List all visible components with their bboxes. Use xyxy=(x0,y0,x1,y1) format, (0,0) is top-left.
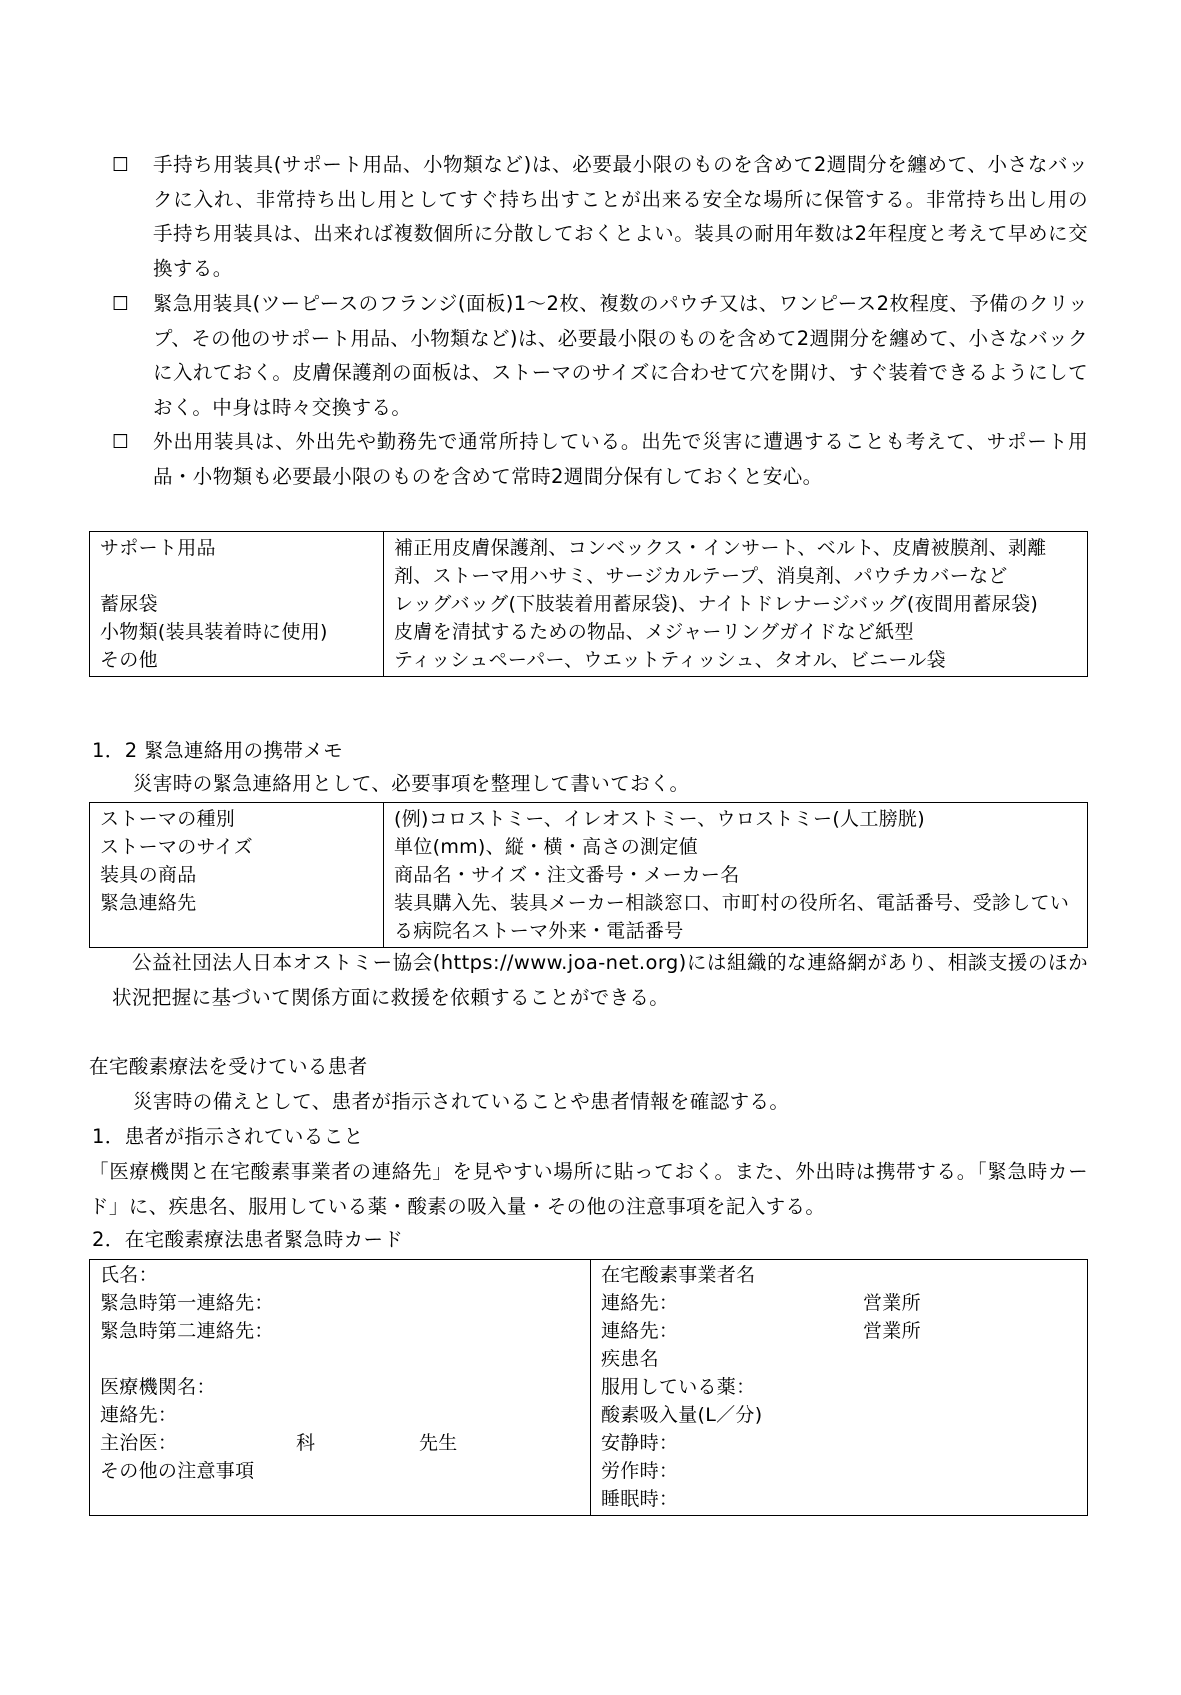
oxygen-section-title: 在宅酸素療法を受けている患者 xyxy=(89,1055,368,1078)
table-cell-label: 小物類(装具装着時に使用) xyxy=(90,618,384,646)
card-contact-a-field: 連絡先： xyxy=(601,1292,679,1314)
card-name-field: 氏名： xyxy=(100,1264,158,1286)
checklist-item-outing: 外出用装具は、外出先や勤務先で通常所持している。出先で災害に遭遇することも考えて、サポート用品・小物類も必要最小限のものを含めて常時2週間分保有しておくと安心。 xyxy=(153,430,1088,488)
item1-text: 「医療機関と在宅酸素事業者の連絡先」を見やすい場所に貼っておく。また、外出時は携帯する。「緊急時カード」に、疾患名、服用している薬・酸素の吸入量・その他の注意事項を記入する。 xyxy=(89,1160,1088,1218)
card-doctor-field: 主治医： xyxy=(100,1432,178,1454)
card-office-b-label: 営業所 xyxy=(863,1320,921,1342)
table-row xyxy=(90,646,1088,677)
oxygen-section-intro: 災害時の備えとして、患者が指示されていることや患者情報を確認する。 xyxy=(133,1090,790,1113)
card-sensei-label: 先生 xyxy=(419,1432,458,1454)
table-cell-value: 補正用皮膚保護剤、コンベックス・インサート、ベルト、皮膚被膜剤、剥離剤、ストーマ用ハサミ、サージカルテープ、消臭剤、パウチカバーなど xyxy=(394,537,1047,587)
checkbox-icon[interactable]: ☐ xyxy=(112,431,130,453)
emergency-card xyxy=(89,1259,1088,1516)
card-doctor-row xyxy=(100,1429,590,1457)
table-row xyxy=(90,861,1088,889)
table-cell-label: 緊急連絡先 xyxy=(90,889,384,948)
table-row xyxy=(90,833,1088,861)
card-institution-field: 医療機関名： xyxy=(100,1376,216,1398)
table-row xyxy=(90,532,1088,591)
card-contact-a-row xyxy=(601,1289,1087,1317)
card-left xyxy=(90,1260,591,1516)
checklist-item-handheld: 手持ち用装具(サポート用品、小物類など)は、必要最小限のものを含めて2週間分を纏めて、小さなバックに入れ、非常持ち出し用としてすぐ持ち出すことが出来る安全な場所に保管する。非常持ち出し用の手持ち用装具は、出来れば複数個所に分散しておくとよい。装具の耐用年数は2年程度と考えて早めに交換する。 xyxy=(153,153,1088,280)
card-contact2-field: 緊急時第二連絡先： xyxy=(100,1320,274,1342)
table-cell-value: 皮膚を清拭するための物品、メジャーリングガイドなど紙型 xyxy=(394,621,914,643)
card-contact1-field: 緊急時第一連絡先： xyxy=(100,1292,274,1314)
item1-heading: 1．患者が指示されていること xyxy=(92,1125,364,1148)
table-row xyxy=(90,803,1088,834)
table-cell-label: 装具の商品 xyxy=(90,861,384,889)
table-row xyxy=(90,590,1088,618)
card-meds-field: 服用している薬： xyxy=(601,1376,756,1398)
checkbox-icon[interactable]: ☐ xyxy=(112,293,130,315)
card-phone-field: 連絡先： xyxy=(100,1404,178,1426)
table-cell-value: ティッシュペーパー、ウエットティッシュ、タオル、ビニール袋 xyxy=(394,649,946,671)
table-cell-label: ストーマの種別 xyxy=(90,803,384,834)
card-contact-b-row xyxy=(601,1317,1087,1345)
card-sleep-field: 睡眠時： xyxy=(601,1488,679,1510)
supplies-table xyxy=(89,531,1088,677)
card-exertion-field: 労作時： xyxy=(601,1460,679,1482)
card-contact-b-field: 連絡先： xyxy=(601,1320,679,1342)
card-rest-field: 安静時： xyxy=(601,1432,679,1454)
table-cell-label: その他 xyxy=(90,646,384,677)
item2-heading: 2．在宅酸素療法患者緊急時カード xyxy=(92,1228,404,1251)
card-notes-field: その他の注意事項 xyxy=(100,1460,255,1482)
section-intro: 災害時の緊急連絡用として、必要事項を整理して書いておく。 xyxy=(133,772,690,795)
table-cell-value: 商品名・サイズ・注文番号・メーカー名 xyxy=(394,864,740,886)
table-cell-value: 単位(mm)、縦・横・高さの測定値 xyxy=(394,836,698,858)
card-office-a-label: 営業所 xyxy=(863,1292,921,1314)
table-cell-value: レッグバッグ(下肢装着用蓄尿袋)、ナイトドレナージバッグ(夜間用蓄尿袋) xyxy=(394,593,1039,615)
table-cell-label: サポート用品 xyxy=(90,532,384,591)
card-right xyxy=(591,1260,1088,1516)
table-cell-value: 装具購入先、装具メーカー相談窓口、市町村の役所名、電話番号、受診している病院名ストーマ外来・電話番号 xyxy=(394,892,1070,942)
table-cell-label: 蓄尿袋 xyxy=(90,590,384,618)
checklist-item-emergency: 緊急用装具(ツーピースのフランジ(面板)1〜2枚、複数のパウチ又は、ワンピース2枚程度、予備のクリップ、その他のサポート用品、小物類など)は、必要最小限のものを含めて2週開分を纏めて、小さなバックに入れておく。皮膚保護剤の面板は、ストーマのサイズに合わせて穴を開け、すぐ装着できるようにしておく。中身は時々交換する。 xyxy=(153,292,1088,419)
table-cell-value: (例)コロストミー、イレオストミー、ウロストミー(人工膀胱) xyxy=(394,808,925,830)
checkbox-icon[interactable]: ☐ xyxy=(112,154,130,176)
card-oxygen-field: 酸素吸入量(L／分) xyxy=(601,1404,763,1426)
card-disease-field: 疾患名 xyxy=(601,1348,659,1370)
card-dept-label: 科 xyxy=(296,1432,316,1454)
section-heading: 1．2 緊急連絡用の携帯メモ xyxy=(92,739,344,762)
card-provider-field: 在宅酸素事業者名 xyxy=(601,1264,756,1286)
memo-table xyxy=(89,802,1088,948)
table-row xyxy=(90,618,1088,646)
table-row xyxy=(90,889,1088,948)
table-cell-label: ストーマのサイズ xyxy=(90,833,384,861)
joa-note: 公益社団法人日本オストミー協会(https://www.joa-net.org)には組織的な連絡網があり、相談支援のほか状況把握に基づいて関係方面に救援を依頼することができる。 xyxy=(112,951,1088,1009)
